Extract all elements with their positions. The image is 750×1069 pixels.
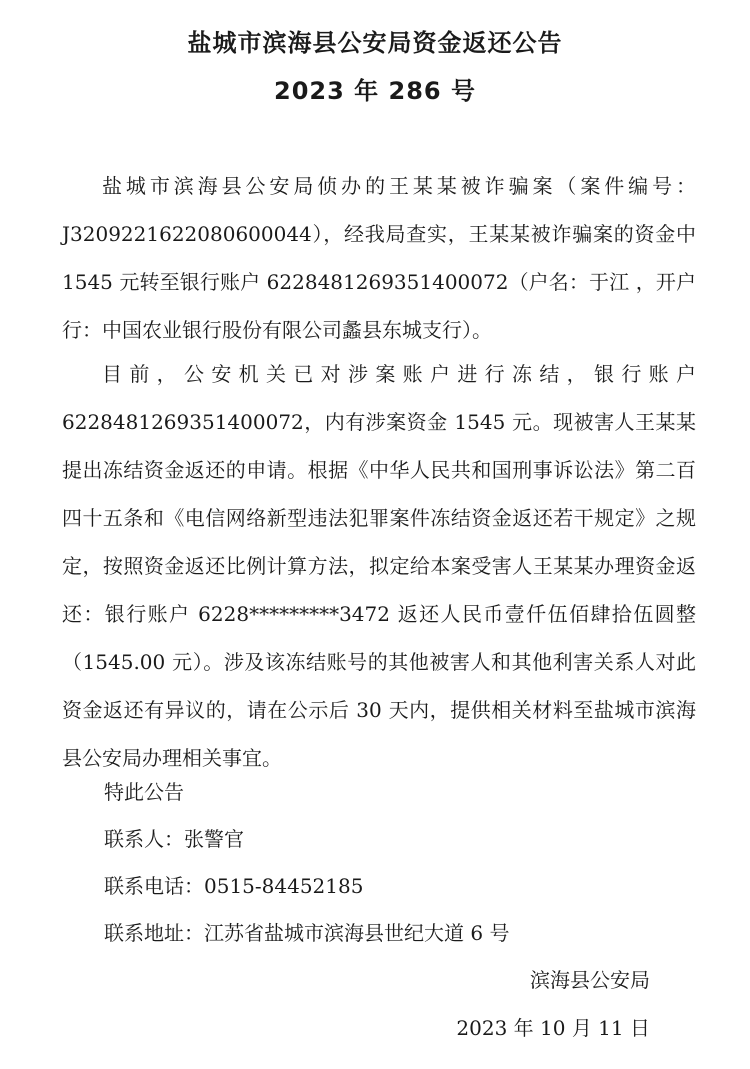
document-title: 盐城市滨海县公安局资金返还公告 — [187, 29, 563, 57]
paragraph-case-info — [62, 162, 696, 354]
paragraph-1-text: 盐城市滨海县公安局侦办的王某某被诈骗案（案件编号：J3209221622080600044），经我局查实，王某某被诈骗案的资金中1545 元转至银行账户 6228481269351400072（户名：于江 ，开户行：中国农业银行股份有限公司蠡县东城支行）。 — [62, 174, 696, 342]
contact-phone: 联系电话：0515-84452185 — [104, 874, 364, 898]
contact-address: 联系地址：江苏省盐城市滨海县世纪大道 6 号 — [104, 921, 510, 945]
notice-line: 特此公告 — [104, 780, 184, 804]
paragraph-refund-info — [62, 350, 696, 782]
issue-date: 2023 年 10 月 11 日 — [456, 1016, 650, 1040]
contact-person: 联系人：张警官 — [104, 827, 244, 851]
issuer-name: 滨海县公安局 — [530, 968, 650, 992]
document-number: 2023 年 286 号 — [274, 77, 476, 105]
paragraph-2-text: 目前，公安机关已对涉案账户进行冻结，银行账户6228481269351400072，内有涉案资金 1545 元。现被害人王某某提出冻结资金返还的申请。根据《中华人民共和国刑事诉讼法》第二百四十五条和《电信网络新型违法犯罪案件冻结资金返还若干规定》之规定，按照资金返还比例计算方法，拟定给本案受害人王某某办理资金返还：银行账户 6228*********3472 返还人民币壹仟伍佰肆拾伍圆整（1545.00 元）。涉及该冻结账号的其他被害人和其他利害关系人对此资金返还有异议的，请在公示后 30 天内，提供相关材料至盐城市滨海县公安局办理相关事宜。 — [62, 362, 696, 770]
